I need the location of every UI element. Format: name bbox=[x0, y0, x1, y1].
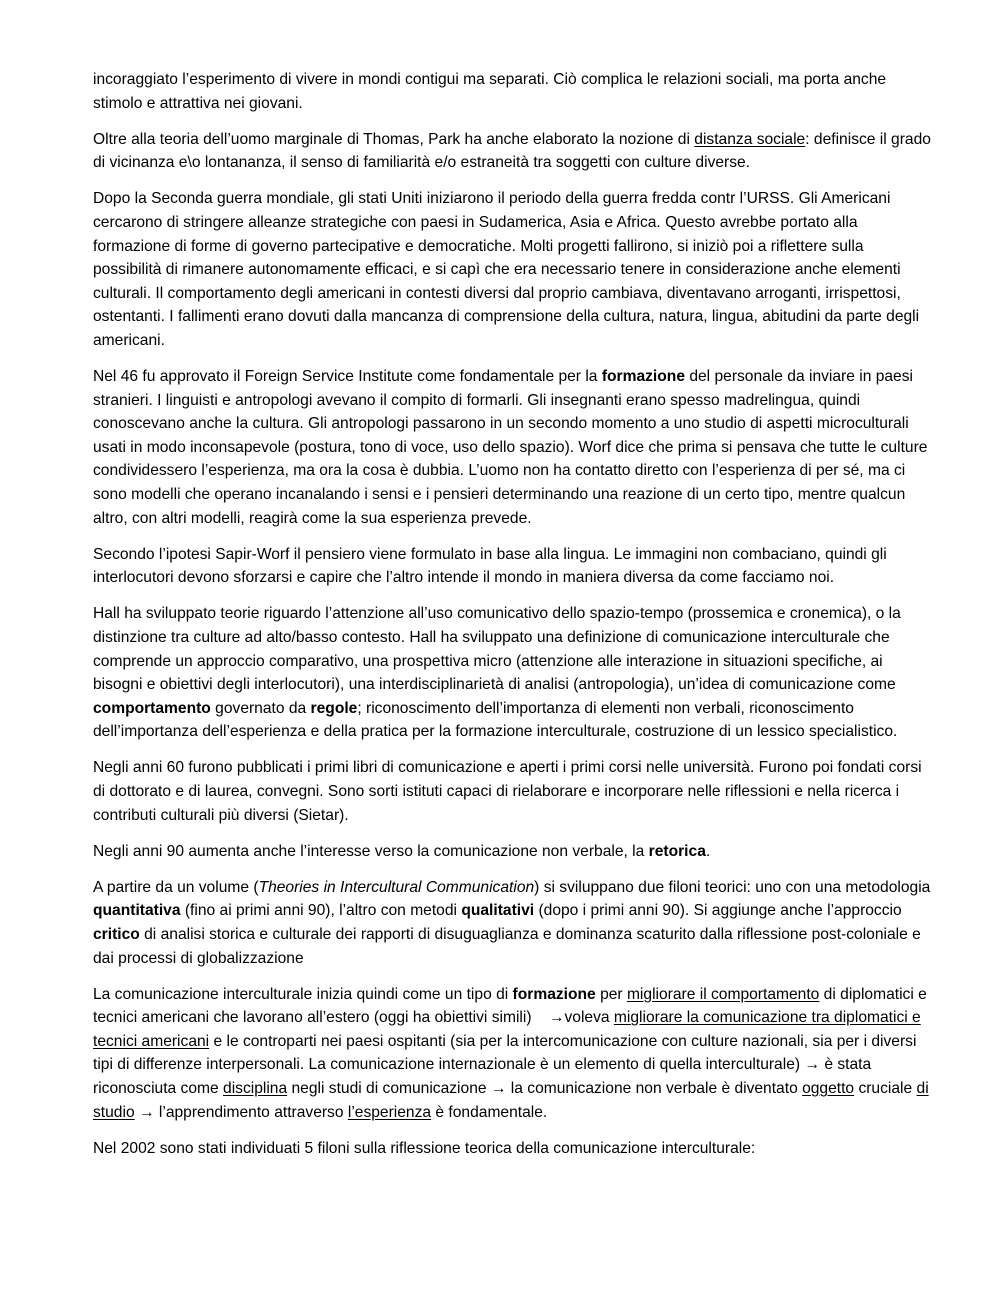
paragraph-6: Hall ha sviluppato teorie riguardo l’attenzione all’uso comunicativo dello spazio-tempo (prossemica e cronemica), o la distinzione tra culture ad alto/basso contesto. Hall ha sviluppato una definizione di comunicazione interculturale che comprende un approccio comparativo, una prospettiva micro (attenzione alle interazione in situazioni specifiche, ai bisogni e obiettivi degli interlocutori), una interdisciplinarietà di analisi (antropologia), un’idea di comunicazione come comportamento governato da regole; riconoscimento dell’importanza di elementi non verbali, riconoscimento dell’importanza dell’esperienza e della pratica per la formazione interculturale, costruzione di un lessico specialistico. bbox=[93, 605, 901, 741]
underlined-term: migliorare la comunicazione tra diplomatici e tecnici americani bbox=[93, 1009, 921, 1050]
bold-term: formazione bbox=[512, 985, 596, 1003]
underlined-term: distanza sociale bbox=[694, 130, 806, 148]
book-title: Theories in Intercultural Communication bbox=[258, 878, 535, 896]
bold-term: formazione bbox=[601, 368, 685, 386]
bold-term: comportamento bbox=[93, 699, 211, 717]
paragraph-11: Nel 2002 sono stati individuati 5 filoni sulla riflessione teorica della comunicazione interculturale: bbox=[93, 1139, 756, 1157]
underlined-term: di studio bbox=[93, 1080, 929, 1121]
underlined-term: migliorare il comportamento bbox=[626, 985, 820, 1003]
bold-term: regole bbox=[310, 699, 358, 717]
paragraph-2: Oltre alla teoria dell’uomo marginale di Thomas, Park ha anche elaborato la nozione di distanza sociale: definisce il grado di vicinanza e\o lontananza, il senso di familiarità e/o estraneità tra soggetti con culture diverse. bbox=[93, 130, 931, 172]
bold-term: retorica bbox=[648, 842, 706, 860]
paragraph-9: A partire da un volume (Theories in Intercultural Communication) si sviluppano due filoni teorici: uno con una metodologia quantitativa (fino ai primi anni 90), l’altro con metodi qualitativi (dopo i primi anni 90). Si aggiunge anche l’approccio critico di analisi storica e culturale dei rapporti di disuguaglianza e dominanza scaturito dalla riflessione post-coloniale e dai processi di globalizzazione bbox=[93, 878, 931, 967]
paragraph-5: Secondo l’ipotesi Sapir-Worf il pensiero viene formulato in base alla lingua. Le immagini non combaciano, quindi gli interlocutori devono sforzarsi e capire che l’altro intende il mondo in maniera diversa da come facciamo noi. bbox=[93, 545, 887, 587]
paragraph-1: incoraggiato l’esperimento di vivere in mondi contigui ma separati. Ciò complica le relazioni sociali, ma porta anche stimolo e attrattiva nei giovani. bbox=[93, 71, 887, 112]
underlined-term: oggetto bbox=[802, 1080, 855, 1098]
paragraph-7: Negli anni 60 furono pubblicati i primi libri di comunicazione e aperti i primi corsi nelle università. Furono poi fondati corsi di dottorato e di laurea, convegni. Sono sorti istituti capaci di rielaborare e incorporare nelle riflessioni e nella ricerca i contributi culturali più diversi (Sietar). bbox=[93, 759, 922, 824]
paragraph-10: La comunicazione interculturale inizia quindi come un tipo di formazione per migliorare il comportamento di diplomatici e tecnici americani che lavorano all’estero (oggi ha obiettivi simili) →voleva migliorare la comunicazione tra diplomatici e tecnici americani e le controparti nei paesi ospitanti (sia per la intercomunicazione con culture nazionali, sia per i diversi tipi di differenze interpersonali. La comunicazione internazionale è un elemento di quella interculturale) → è stata riconosciuta come disciplina negli studi di comunicazione → la comunicazione non verbale è diventato oggetto cruciale di studio → l’apprendimento attraverso l’esperienza è fondamentale. bbox=[93, 985, 932, 1121]
arrow-right-icon: → bbox=[490, 1080, 507, 1098]
arrow-right-icon: → bbox=[804, 1056, 820, 1074]
bold-term: quantitativa bbox=[93, 902, 181, 920]
underlined-term: disciplina bbox=[223, 1080, 288, 1098]
underlined-term: l’esperienza bbox=[347, 1103, 432, 1121]
paragraph-8: Negli anni 90 aumenta anche l’interesse verso la comunicazione non verbale, la retorica. bbox=[93, 842, 711, 860]
document-page bbox=[93, 68, 933, 1173]
paragraph-3: Dopo la Seconda guerra mondiale, gli stati Uniti iniziarono il periodo della guerra fredda contr l’URSS. Gli Americani cercarono di stringere alleanze strategiche con paesi in Sudamerica, Asia e Africa. Questo avrebbe portato alla formazione di forme di governo partecipative e democratiche. Molti progetti fallirono, si iniziò poi a riflettere sulla possibilità di rimanere autonomamente efficaci, e si capì che era necessario tenere in considerazione anche elementi culturali. Il comportamento degli americani in contesti diversi dal proprio cambiava, diventavano arroganti, irrispettosi, ostentanti. I fallimenti erano dovuti dalla mancanza di comprensione della cultura, natura, lingua, abitudini da parte degli americani. bbox=[93, 190, 920, 349]
paragraph-4: Nel 46 fu approvato il Foreign Service Institute come fondamentale per la formazione del personale da inviare in paesi stranieri. I linguisti e antropologi avevano il compito di formarli. Gli insegnanti erano spesso madrelingua, quindi conoscevano anche la cultura. Gli antropologi passarono in un secondo momento a uno studio di aspetti microculturali usati in modo inconsapevole (postura, tono di voce, uso dello spazio). Worf dice che prima si pensava che tutte le culture condividessero l’esperienza, ma ora la cosa è dubbia. L’uomo non ha contatto diretto con l’esperienza di per sé, ma ci sono modelli che operano incanalando i sensi e i pensieri determinando una reazione di un certo tipo, mentre qualcun altro, con altri modelli, reagirà come la sua esperienza prevede. bbox=[93, 368, 928, 527]
arrow-right-icon: → bbox=[138, 1103, 155, 1121]
arrow-right-icon: → bbox=[548, 1009, 565, 1027]
bold-term: critico bbox=[93, 926, 140, 943]
bold-term: qualitativi bbox=[461, 902, 535, 920]
